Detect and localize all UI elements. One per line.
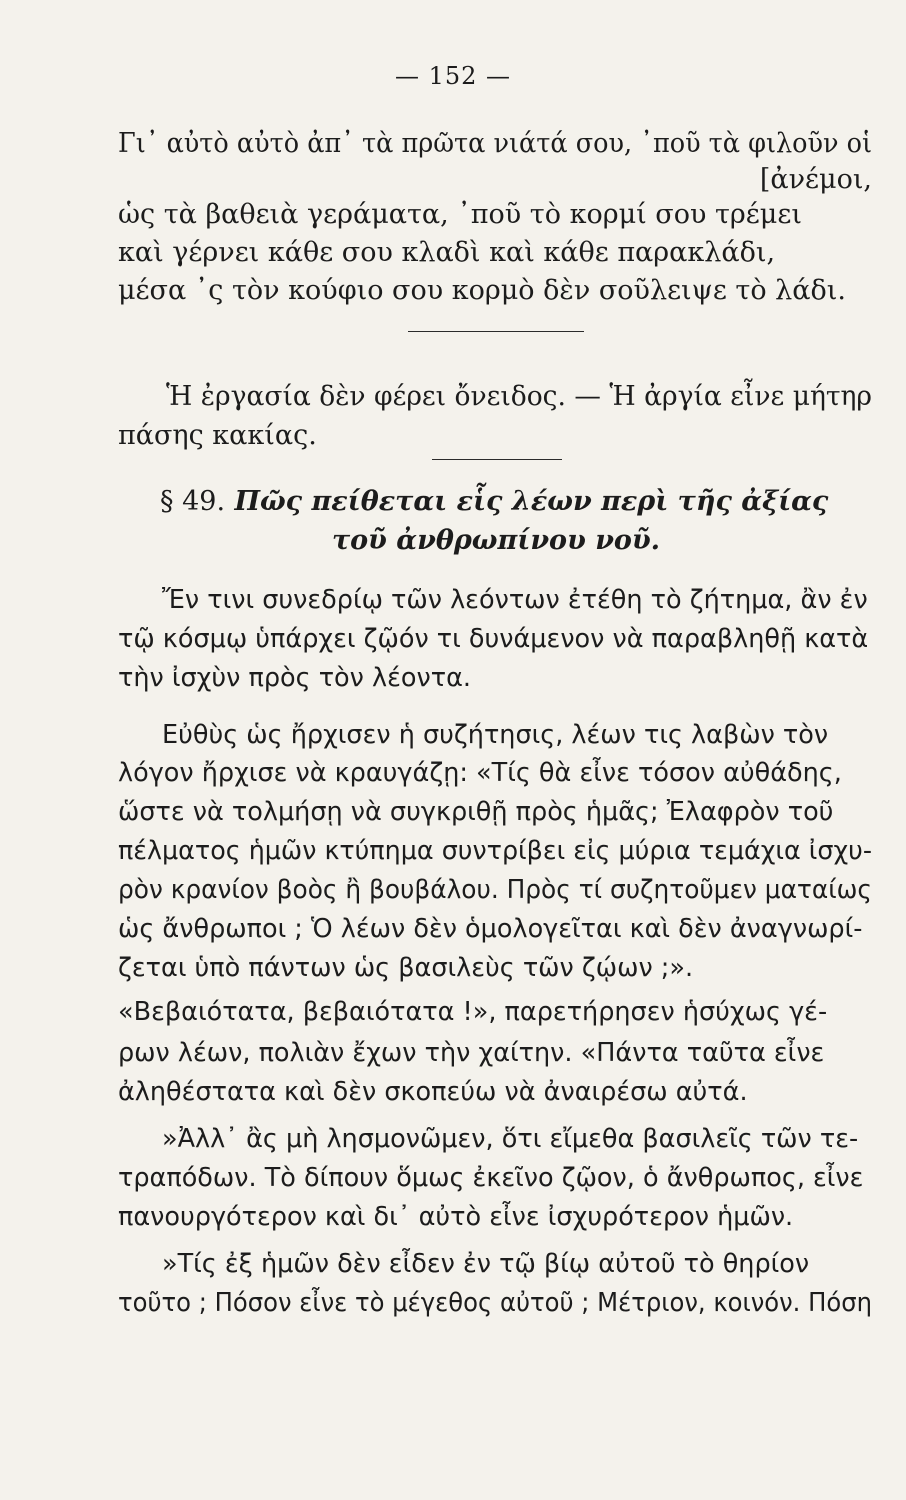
prose-line: ζεται ὑπὸ πάντων ὡς βασιλεὺς τῶν ζῴων ;». — [118, 953, 694, 983]
section-title-cont: τοῦ ἀνθρωπίνου νοῦ. — [332, 525, 661, 556]
divider-rule — [432, 459, 562, 460]
section-number: § 49. — [160, 486, 226, 517]
prose-line: ρων λέων, πολιὰν ἔχων τὴν χαίτην. «Πάντα ταῦτα εἶνε — [118, 1038, 825, 1068]
prose-line: τοῦτο ; Πόσον εἶνε τὸ μέγεθος αὐτοῦ ; Μέτριον, κοινόν. Πόση — [118, 1288, 873, 1318]
page-number: — 152 — — [394, 62, 512, 90]
poem-line: καὶ γέρνει κάθε σου κλαδὶ καὶ κάθε παρακλάδι, — [118, 237, 776, 268]
prose-line: Ἔν τινι συνεδρίῳ τῶν λεόντων ἐτέθη τὸ ζήτημα, ἂν ἐν — [162, 585, 868, 615]
prose-line: τῷ κόσμῳ ὑπάρχει ζῷόν τι δυνάμενον νὰ παραβληθῇ κατὰ — [118, 624, 869, 654]
prose-line: «Βεβαιότατα, βεβαιότατα !», παρετήρησεν ἡσύχως γέ- — [118, 997, 828, 1027]
section-title: Πῶς πείθεται εἷς λέων περὶ τῆς ἀξίας — [234, 486, 829, 517]
section-heading — [160, 485, 828, 519]
prose-line: »Ἀλλ᾽ ἂς μὴ λησμονῶμεν, ὅτι εἴμεθα βασιλεῖς τῶν τε- — [162, 1124, 859, 1154]
prose-line: ὥστε νὰ τολμήσῃ νὰ συγκριθῇ πρὸς ἡμᾶς; Ἐλαφρὸν τοῦ — [118, 797, 834, 827]
poem-line-continuation: [ἀνέμοι, — [759, 164, 872, 195]
prose-line: »Τίς ἐξ ἡμῶν δὲν εἶδεν ἐν τῷ βίῳ αὐτοῦ τὸ θηρίον — [162, 1249, 810, 1279]
prose-line: ὡς ἄνθρωποι ; Ὁ λέων δὲν ὁμολογεῖται καὶ δὲν ἀναγνωρί- — [118, 914, 863, 944]
proverb-line: πάσης κακίας. — [118, 420, 317, 451]
prose-line: τραπόδων. Τὸ δίπουν ὅμως ἐκεῖνο ζῷον, ὁ ἄνθρωπος, εἶνε — [118, 1163, 864, 1193]
proverb-line: Ἡ ἐργασία δὲν φέρει ὄνειδος. — Ἡ ἀργία εἶνε μήτηρ — [166, 381, 873, 412]
poem-line: Γι᾽ αὐτὸ αὐτὸ ἀπ᾽ τὰ πρῶτα νιάτά σου, ᾽ποῦ τὰ φιλοῦν οἱ — [118, 128, 873, 159]
prose-line: Εὐθὺς ὡς ἤρχισεν ἡ συζήτησις, λέων τις λαβὼν τὸν — [162, 720, 829, 750]
prose-line: τὴν ἰσχὺν πρὸς τὸν λέοντα. — [118, 663, 471, 693]
poem-line: μέσα ᾽ς τὸν κούφιο σου κορμὸ δὲν σοῦλειψε τὸ λάδι. — [118, 275, 846, 306]
prose-line: ἀληθέστατα καὶ δὲν σκοπεύω νὰ ἀναιρέσω αὐτά. — [118, 1077, 748, 1107]
prose-line: ρὸν κρανίον βοὸς ἢ βουβάλου. Πρὸς τί συζητοῦμεν ματαίως — [118, 875, 873, 905]
prose-line: πανουργότερον καὶ δι᾽ αὐτὸ εἶνε ἰσχυρότερον ἡμῶν. — [118, 1202, 794, 1232]
prose-line: λόγον ἤρχισε νὰ κραυγάζῃ: «Τίς θὰ εἶνε τόσον αὐθάδης, — [118, 758, 842, 788]
poem-line: ὡς τὰ βαθειὰ γεράματα, ᾽ποῦ τὸ κορμί σου τρέμει — [118, 199, 802, 230]
divider-rule — [408, 331, 584, 332]
prose-line: πέλματος ἡμῶν κτύπημα συντρίβει εἰς μύρια τεμάχια ἰσχυ- — [118, 836, 872, 866]
